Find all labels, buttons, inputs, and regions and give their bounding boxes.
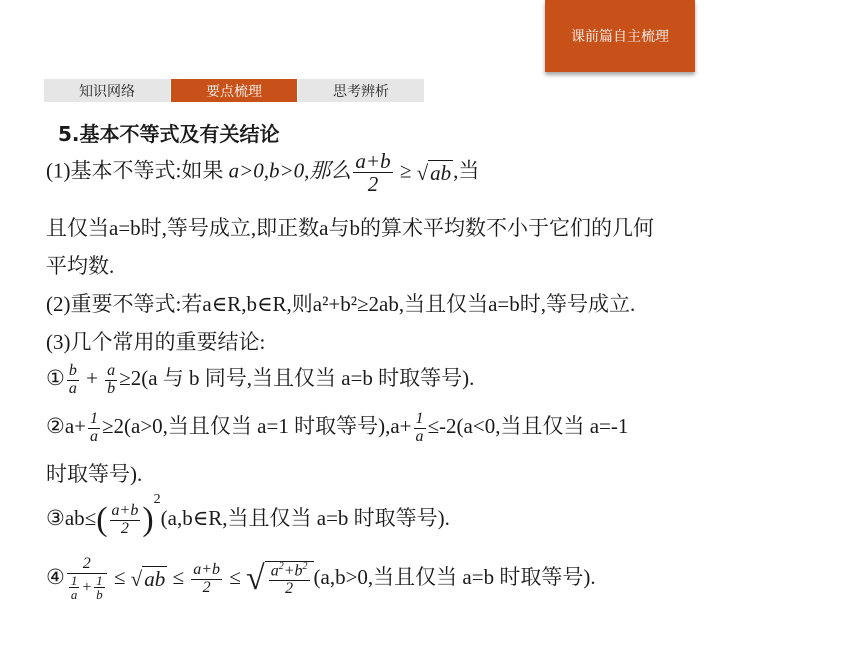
r3-mark: ③ab≤ <box>46 506 97 530</box>
frac-b-over-a: $\frac{b}{a}$ <box>68 361 77 397</box>
geometric-mean: √ab <box>130 567 166 592</box>
sqrt-expression: √ab <box>416 160 452 185</box>
r4-mark: ④ <box>46 564 65 589</box>
r3-tail: (a,b∈R,当且仅当 a=b 时取等号). <box>160 506 450 530</box>
frac-a-over-b: $\frac{a}{b}$ <box>107 361 116 397</box>
p1-tail: ,当 <box>453 158 480 183</box>
tab-reflection[interactable]: 思考辨析 <box>298 79 424 102</box>
p1-prefix: (1)基本不等式:如果 <box>46 158 224 183</box>
frac-1-over-a: $\frac{1}{a}$ <box>90 409 98 445</box>
conclusions-heading: (3)几个常用的重要结论: <box>46 330 266 354</box>
basic-inequality-line2: 且仅当a=b时,等号成立,即正数a与b的算术平均数不小于它们的几何 <box>46 216 654 240</box>
frac-1-over-a-2: $\frac{1}{a}$ <box>415 409 424 445</box>
result-4: ④ 2 $\frac{1}{a}$ + $\frac{1}{b}$ ≤ √ab ≤ $\frac{a+b}{2}$ ≤ √ $\frac{a^2+b^2}{2}$ (a,b>0,当且仅当 a=b 时取等号). <box>46 555 596 603</box>
ge-symbol: ≥ <box>399 158 412 183</box>
nav-tabs <box>44 79 425 102</box>
r3-exponent: 2 <box>153 492 161 507</box>
result-2-line2: 时取等号). <box>46 462 143 486</box>
p1-condition: a>0,b>0,那么 <box>228 158 352 183</box>
basic-inequality-line3: 平均数. <box>46 254 115 278</box>
fraction-numerator: a+b <box>355 149 391 173</box>
section-tab[interactable]: 课前篇自主梳理 <box>545 0 695 72</box>
r1-tail: ≥2(a 与 b 同号,当且仅当 a=b 时取等号). <box>119 366 475 390</box>
r2-mid: ≥2(a>0,当且仅当 a=1 时取等号),a+ <box>102 414 412 438</box>
harmonic-mean: 2 $\frac{1}{a}$ + $\frac{1}{b}$ <box>67 556 107 602</box>
r2-tail: ≤-2(a<0,当且仅当 a=-1 <box>427 414 629 438</box>
fraction-denominator: 2 <box>367 172 379 197</box>
tab-knowledge-network[interactable]: 知识网络 <box>44 79 170 102</box>
result-1: ① $\frac{b}{a}$ + $\frac{a}{b}$ ≥2(a 与 b 同号,当且仅当 a=b 时取等号). <box>46 361 475 397</box>
frac-mean: $\frac{a+b}{2}$ <box>111 501 139 537</box>
important-inequality: (2)重要不等式:若a∈R,b∈R,则a²+b²≥2ab,当且仅当a=b时,等号成立. <box>46 292 636 316</box>
section-title: 5.基本不等式及有关结论 <box>58 122 280 146</box>
quadratic-mean: √ $\frac{a^2+b^2}{2}$ <box>246 560 313 598</box>
r4-tail: (a,b>0,当且仅当 a=b 时取等号). <box>313 564 596 589</box>
r2-mark: ②a+ <box>46 414 86 438</box>
basic-inequality-line <box>46 150 479 195</box>
sqrt-radicand: ab <box>430 160 452 185</box>
mean-fraction <box>353 150 392 195</box>
tab-key-points[interactable]: 要点梳理 <box>171 79 297 102</box>
result-2 <box>46 410 628 445</box>
arithmetic-mean: $\frac{a+b}{2}$ <box>193 560 221 596</box>
r1-mark: ① <box>46 366 65 390</box>
result-3: ③ab≤( $\frac{a+b}{2}$ )$^2$(a,b∈R,当且仅当 a=b 时取等号). <box>46 492 450 539</box>
